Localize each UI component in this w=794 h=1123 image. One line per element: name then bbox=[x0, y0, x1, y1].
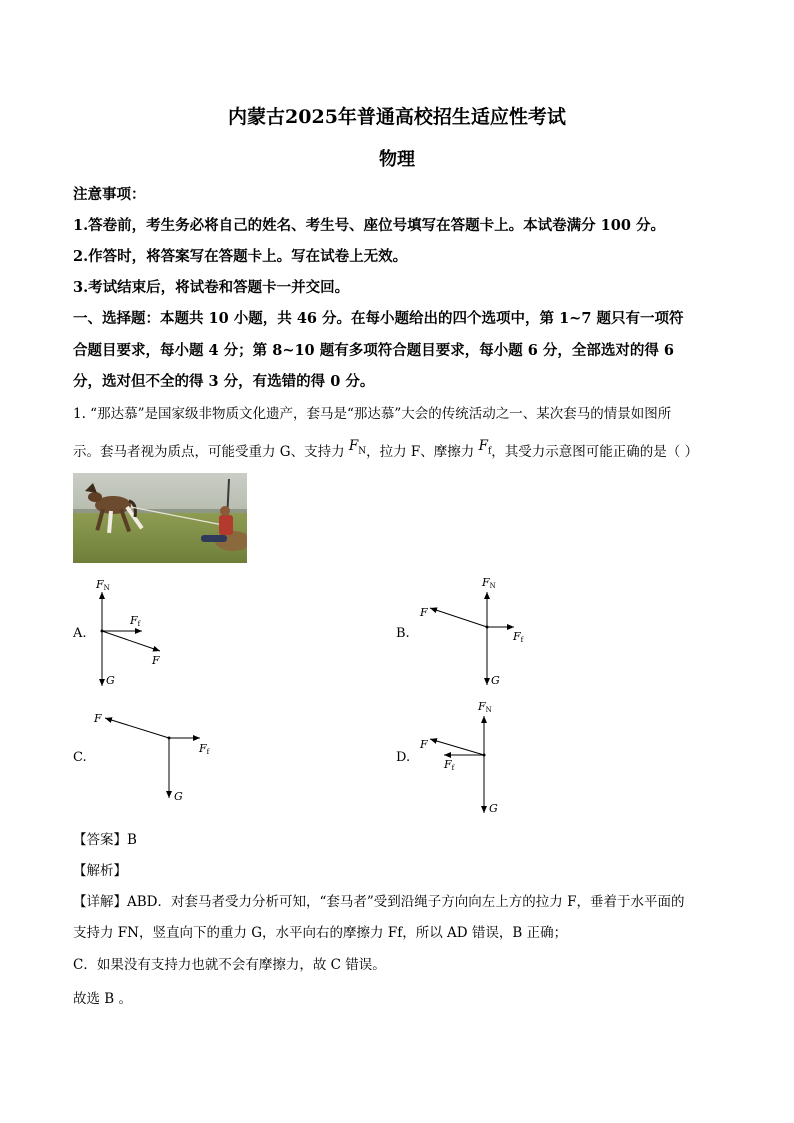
notice-heading: 注意事项： bbox=[73, 186, 146, 203]
detail-line-1: 【详解】ABD．对套马者受力分析可知，“套马者”受到沿绳子方向向左上方的拉力 F，垂着于水平面的 bbox=[73, 894, 685, 910]
diagram-option-a bbox=[88, 572, 178, 692]
option-a-label: A. bbox=[73, 626, 87, 641]
question1-line2-part-a: 示。套马者视为质点，可能受重力 G、支持力 bbox=[73, 444, 349, 460]
diagram-a-f-arrow bbox=[102, 631, 160, 651]
answer-label: 【答案】B bbox=[73, 832, 137, 848]
detail-line-2: 支持力 FN，竖直向下的重力 G，水平向右的摩擦力 Ff，所以 AD 错误，B 正确； bbox=[73, 925, 568, 941]
diagram-a-g-label: G bbox=[106, 674, 115, 687]
question1-line-2 bbox=[73, 440, 698, 463]
section1-line-3: 分，选对但不全的得 3 分，有选错的得 0 分。 bbox=[73, 373, 375, 390]
diagram-a-f-label: F bbox=[152, 654, 160, 667]
lasso-photo bbox=[73, 473, 247, 563]
diagram-c-f-label: F bbox=[94, 712, 102, 725]
option-c-label: C. bbox=[73, 750, 87, 765]
diagram-a-ff-label: Ff bbox=[130, 614, 141, 628]
diagram-option-d bbox=[414, 696, 534, 821]
option-b-label: B. bbox=[396, 626, 410, 641]
diagram-a-fn-label: FN bbox=[96, 578, 110, 592]
diagram-b-f-label: F bbox=[420, 606, 428, 619]
diagram-option-b bbox=[414, 572, 534, 692]
notice-item-3: 3.考试结束后，将试卷和答题卡一并交回。 bbox=[73, 279, 350, 296]
diagram-c-f-arrow bbox=[105, 718, 169, 738]
diagram-d-fn-label: FN bbox=[478, 700, 492, 714]
question1-line2-part-b: ，拉力 F、摩擦力 bbox=[366, 444, 479, 460]
analysis-label: 【解析】 bbox=[73, 863, 127, 879]
diagram-d-f-label: F bbox=[420, 738, 428, 751]
diagram-d-g-label: G bbox=[489, 802, 498, 815]
question1-line2-part-c: ，其受力示意图可能正确的是（ ） bbox=[491, 444, 699, 460]
diagram-d-f-arrow bbox=[430, 739, 484, 755]
diagram-b-ff-label: Ff bbox=[513, 630, 524, 644]
diagram-c-ff-label: Ff bbox=[199, 742, 210, 756]
diagram-b-g-label: G bbox=[491, 674, 500, 687]
subject-title: 物理 bbox=[379, 149, 415, 170]
diagram-c-g-label: G bbox=[174, 790, 183, 803]
notice-item-1: 1.答卷前，考生务必将自己的姓名、考生号、座位号填写在答题卡上。本试卷满分 100 分。 bbox=[73, 217, 665, 234]
option-d-label: D. bbox=[396, 750, 411, 765]
conclusion: 故选 B 。 bbox=[73, 991, 133, 1007]
section1-line-2: 合题目要求，每小题 4 分；第 8~10 题有多项符合题目要求，每小题 6 分，全部选对的得 6 bbox=[73, 342, 675, 359]
inline-ff-symbol: $F_f$ bbox=[478, 438, 492, 457]
notice-item-2: 2.作答时，将答案写在答题卡上。写在试卷上无效。 bbox=[73, 248, 408, 265]
diagram-d-ff-label: Ff bbox=[444, 758, 455, 772]
section1-line-1: 一、选择题：本题共 10 小题，共 46 分。在每小题给出的四个选项中，第 1~7 题只有一项符 bbox=[73, 310, 684, 327]
diagram-option-c bbox=[88, 706, 228, 806]
diagram-b-fn-label: FN bbox=[482, 576, 496, 590]
detail-line-3: C．如果没有支持力也就不会有摩擦力，故 C 错误。 bbox=[73, 957, 386, 973]
question1-line-1: 1. “那达慕”是国家级非物质文化遗产，套马是“那达慕”大会的传统活动之一、某次套马的情景如图所 bbox=[73, 406, 672, 422]
inline-fn-symbol: $F_N$ bbox=[348, 438, 367, 457]
diagram-b-f-arrow bbox=[430, 608, 487, 627]
exam-title: 内蒙古2025年普通高校招生适应性考试 bbox=[228, 106, 566, 128]
